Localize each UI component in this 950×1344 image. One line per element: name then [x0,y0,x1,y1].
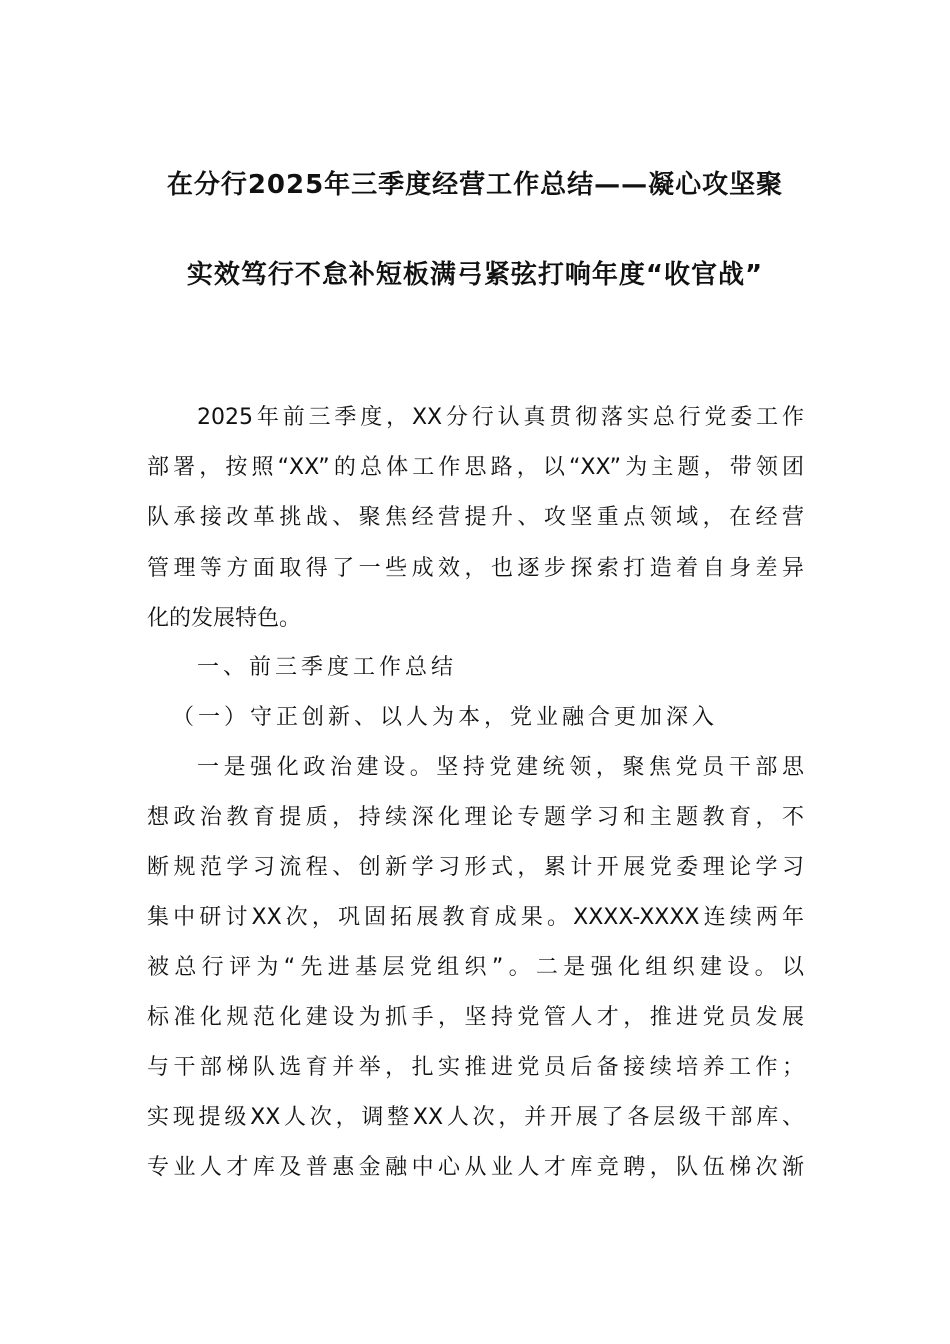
paragraph-line: 一是强化政治建设。坚持党建统领，聚焦党员干部思 [197,755,804,780]
paragraph-line: 实现提级XX人次，调整XX人次，并开展了各层级干部库、 [147,1105,804,1130]
paragraph-line: 被总行评为“先进基层党组织”。二是强化组织建设。以 [147,955,804,980]
paragraph-line: 与干部梯队选育并举，扎实推进党员后备接续培养工作； [147,1055,804,1080]
paragraph-line: 标准化规范化建设为抓手，坚持党管人才，推进党员发展 [147,1005,804,1030]
paragraph-line: 管理等方面取得了一些成效，也逐步探索打造着自身差异 [147,556,804,581]
document-title-line-1: 在分行2025年三季度经营工作总结——凝心攻坚聚 [166,170,784,200]
subsection-heading: （一）守正创新、以人为本，党业融合更加深入 [172,705,719,730]
document-title-line-2: 实效笃行不怠补短板满弓紧弦打响年度“收官战” [186,260,764,290]
paragraph-line: 部署，按照“XX”的总体工作思路，以“XX”为主题，带领团 [147,455,804,480]
paragraph-line: 专业人才库及普惠金融中心从业人才库竞聘，队伍梯次渐 [147,1155,804,1180]
paragraph-line: 想政治教育提质，持续深化理论专题学习和主题教育，不 [147,805,804,830]
paragraph-line: 化的发展特色。 [147,606,302,631]
section-heading: 一、前三季度工作总结 [197,655,458,680]
paragraph-line: 集中研讨XX次，巩固拓展教育成果。XXXX-XXXX连续两年 [147,905,804,930]
paragraph-line: 2025年前三季度，XX分行认真贯彻落实总行党委工作 [197,405,804,430]
paragraph-line: 队承接改革挑战、聚焦经营提升、攻坚重点领域，在经营 [147,505,804,530]
paragraph-line: 断规范学习流程、创新学习形式，累计开展党委理论学习 [147,855,804,880]
